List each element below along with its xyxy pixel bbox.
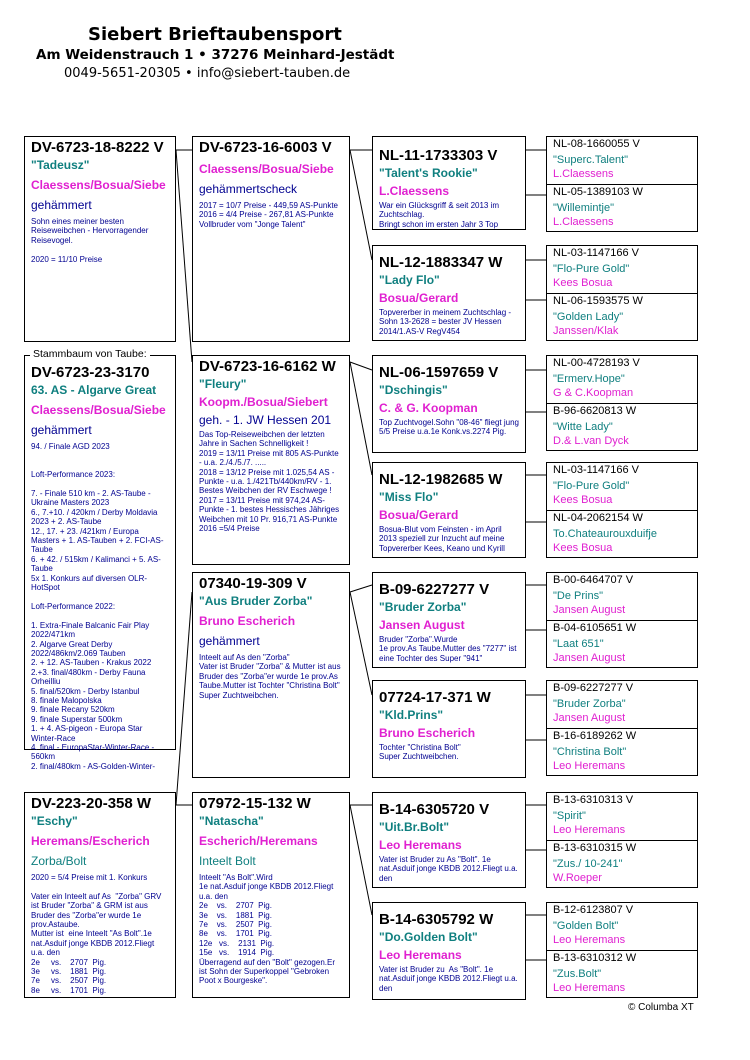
gen3-name: "Miss Flo" xyxy=(379,490,439,504)
gen3-name: "Talent's Rookie" xyxy=(379,166,478,180)
gen3-ring: NL-12-1982685 W xyxy=(379,471,503,488)
gen2-color: Inteelt Bolt xyxy=(199,854,256,868)
kennel-contact: 0049-5651-20305 • info@siebert-tauben.de xyxy=(64,66,351,81)
gen3-breeder: Jansen August xyxy=(379,618,465,632)
gen2-ring: 07972-15-132 W xyxy=(199,795,311,812)
father-color: gehämmert xyxy=(31,198,92,212)
gen4-ring: B-13-6310312 W xyxy=(553,952,637,964)
gen4-ring: B-96-6620813 W xyxy=(553,405,637,417)
gen3-breeder: Bosua/Gerard xyxy=(379,508,459,522)
gen4-ring: B-16-6189262 W xyxy=(553,730,637,742)
gen4-breeder: W.Roeper xyxy=(553,872,602,884)
mother-card[interactable] xyxy=(24,792,176,998)
gen3-card[interactable] xyxy=(372,245,526,341)
gen2-card[interactable] xyxy=(192,792,350,998)
gen4-ring: B-00-6464707 V xyxy=(553,574,634,586)
subject-card[interactable] xyxy=(24,355,176,771)
gen4-name: "Zus.Bolt" xyxy=(553,968,602,980)
gen3-name: "Dschingis" xyxy=(379,383,448,397)
gen3-breeder: C. & G. Koopman xyxy=(379,401,478,415)
gen4-name: "Flo-Pure Gold" xyxy=(553,480,630,492)
gen3-name: "Kld.Prins" xyxy=(379,708,444,722)
gen2-card[interactable] xyxy=(192,136,350,342)
gen4-breeder: Kees Bosua xyxy=(553,542,613,554)
gen4-breeder: Leo Heremans xyxy=(553,824,626,836)
gen3-name: "Bruder Zorba" xyxy=(379,600,467,614)
gen4-breeder: D.& L.van Dyck xyxy=(553,435,629,447)
gen2-color: geh. - 1. JW Hessen 201 xyxy=(199,413,332,427)
gen2-breeder: Claessens/Bosua/Siebe xyxy=(199,162,334,176)
gen3-notes: Vater ist Bruder zu As "Bolt". 1e nat.Asduif jonge KBDB 2012.Fliegt u.a. den xyxy=(379,855,520,883)
gen2-ring: DV-6723-16-6162 W xyxy=(199,358,336,375)
gen3-ring: B-14-6305792 W xyxy=(379,911,494,928)
gen2-ring: DV-6723-16-6003 V xyxy=(199,139,332,156)
gen3-name: "Do.Golden Bolt" xyxy=(379,930,478,944)
gen4-breeder: G & C.Koopman xyxy=(553,387,634,399)
gen4-name: "Bruder Zorba" xyxy=(553,698,626,710)
gen3-ring: 07724-17-371 W xyxy=(379,689,491,706)
gen4-name: "Superc.Talent" xyxy=(553,154,629,166)
gen2-name: "Natascha" xyxy=(199,814,264,828)
gen4-breeder: Kees Bosua xyxy=(553,277,613,289)
gen4-ring: B-04-6105651 W xyxy=(553,622,637,634)
gen3-card[interactable] xyxy=(372,680,526,778)
gen4-pair[interactable] xyxy=(546,245,698,341)
gen3-breeder: Leo Heremans xyxy=(379,948,462,962)
gen4-name: "Willemintje" xyxy=(553,202,614,214)
gen2-ring: 07340-19-309 V xyxy=(199,575,307,592)
subject-color: gehämmert xyxy=(31,423,92,437)
gen3-name: "Lady Flo" xyxy=(379,273,440,287)
gen3-card[interactable] xyxy=(372,902,526,1000)
gen4-name: "Witte Lady" xyxy=(553,421,613,433)
gen4-breeder: Jansen August xyxy=(553,652,626,664)
gen4-ring: NL-00-4728193 V xyxy=(553,357,640,369)
gen3-breeder: L.Claessens xyxy=(379,184,450,198)
subject-breeder: Claessens/Bosua/Siebe xyxy=(31,403,166,417)
gen4-pair[interactable] xyxy=(546,355,698,451)
gen4-name: "Christina Bolt" xyxy=(553,746,627,758)
father-breeder: Claessens/Bosua/Siebe xyxy=(31,178,166,192)
gen2-notes: Das Top-Reiseweibchen der letzten Jahre in Sachen Schnelligkeit ! 2019 = 13/11 Preise mit 805 AS-Punkte - u.a. 2./4./5./7. ..... 2018 = 13/12 Preise mit 1.025,54 AS -Punkte - u.a. 1./421Tb/440km/RV - 1. Bestes Weibchen der RV Eschwege ! 2017 = 13/11 Preise mit 974,24 AS-Punkte - 1. bestes Hessisches Jähriges Weibchen mit 10 Pr. 916,71 AS-Punkte 2016 =5/4 Preise xyxy=(199,430,340,534)
gen3-breeder: Leo Heremans xyxy=(379,838,462,852)
father-name: "Tadeusz" xyxy=(31,158,90,172)
gen3-notes: War ein Glücksgriff & seit 2013 im Zuchtschlag. Bringt schon im ersten Jahr 3 Top xyxy=(379,201,500,229)
mother-name: "Eschy" xyxy=(31,814,78,828)
stammbaum-label: Stammbaum von Taube: xyxy=(30,348,150,360)
gen4-ring: B-09-6227277 V xyxy=(553,682,634,694)
gen4-breeder: Leo Heremans xyxy=(553,760,626,772)
gen4-name: "Spirit" xyxy=(553,810,586,822)
gen3-ring: NL-12-1883347 W xyxy=(379,254,503,271)
gen4-pair[interactable] xyxy=(546,136,698,232)
gen3-notes: Vater ist Bruder zu As "Bolt". 1e nat.Asduif jonge KBDB 2012.Fliegt u.a. den xyxy=(379,965,520,993)
gen4-pair[interactable] xyxy=(546,680,698,776)
gen3-card[interactable] xyxy=(372,462,526,558)
gen2-card[interactable] xyxy=(192,572,350,778)
gen4-breeder: Jansen August xyxy=(553,604,626,616)
gen4-ring: B-13-6310315 W xyxy=(553,842,637,854)
gen4-name: To.Chateaurouxduifje xyxy=(553,528,657,540)
gen2-notes: 2017 = 10/7 Preise - 449,59 AS-Punkte 2016 = 4/4 Preise - 267,81 AS-Punkte Vollbruder vom "Jonge Talent" xyxy=(199,201,338,229)
mother-color: Zorba/Bolt xyxy=(31,854,87,868)
gen4-pair[interactable] xyxy=(546,572,698,668)
mother-ring: DV-223-20-358 W xyxy=(31,795,152,812)
mother-notes: 2020 = 5/4 Preise mit 1. Konkurs Vater ein Inteelt auf As "Zorba" GRV ist Bruder "Zorba" & GRM ist aus Bruder des "Zorba"er wurde 1e prov.Astaube. Mutter ist eine Inteelt "As Bolt".1e nat.Asduif jonge KBDB 2012.Fliegt u.a. den 2e vs. 2707 Pig. 3e vs. 1881 Pig. 7e vs. 2507 Pig. 8e vs. 1701 Pig. xyxy=(31,873,162,995)
gen4-breeder: Janssen/Klak xyxy=(553,325,619,337)
kennel-name: Siebert Brieftaubensport xyxy=(88,24,342,45)
gen4-ring: B-12-6123807 V xyxy=(553,904,634,916)
gen4-name: "Flo-Pure Gold" xyxy=(553,263,630,275)
gen4-name: "Golden Lady" xyxy=(553,311,624,323)
gen3-ring: B-09-6227277 V xyxy=(379,581,490,598)
gen2-color: gehämmertscheck xyxy=(199,182,298,196)
subject-notes: 94. / Finale AGD 2023 Loft-Performance 2023: 7. - Finale 510 km - 2. AS-Taube - Ukraine Masters 2023 6., 7.+10. / 420km / Derby Moldavia 2023 + 2. AS-Taube 12., 17. + 23. /421km / Europa Masters + 1. AS-Tauben + 2. FCI-AS-Taube 6. + 42. / 515km / Kalimanci + 5. AS-Taube 5x 1. Konkurs auf diversen OLR-HotSpot Loft-Performance 2022: 1. Extra-Finale Balcanic Fair Play 2022/471km 2. Algarve Great Derby 2022/486km/2.069 Tauben 2. + 12. AS-Tauben - Krakus 2022 2.+3. final/480km - Derby Fauna Orheilliu 5. final/520km - Derby Istanbul 8. finale Malopolska 9. finale Recany 520km 9. finale Superstar 500km 1. + 4. AS-pigeon - Europa Star Winter-Race 4. final - EuropaStar-Winter-Race - 560km 2. final/480km - AS-Golden-Winter- xyxy=(31,442,164,771)
subject-ring: DV-6723-23-3170 xyxy=(31,364,150,381)
gen4-name: "Golden Bolt" xyxy=(553,920,619,932)
father-card[interactable] xyxy=(24,136,176,342)
gen4-breeder: L.Claessens xyxy=(553,168,614,180)
gen4-ring: NL-03-1147166 V xyxy=(553,464,640,476)
gen3-notes: Top Zuchtvogel.Sohn "08-46" fliegt jung 5/5 Preise u.a.1e Konk.vs.2274 Pig. xyxy=(379,418,522,437)
gen4-ring: NL-05-1389103 W xyxy=(553,186,643,198)
gen2-name: "Fleury" xyxy=(199,377,247,391)
gen3-ring: B-14-6305720 V xyxy=(379,801,490,818)
gen3-notes: Topvererber in meinem Zuchtschlag - Sohn 13-2628 = bester JV Hessen 2014/1.AS-V RegV454 xyxy=(379,308,514,336)
gen4-ring: NL-04-2062154 W xyxy=(553,512,643,524)
gen3-notes: Bruder "Zorba".Wurde 1e prov.As Taube.Mutter des "7277" ist eine Tochter des Super "941" xyxy=(379,635,517,663)
gen4-pair[interactable] xyxy=(546,792,698,888)
kennel-address: Am Weidenstrauch 1 • 37276 Meinhard-Jestädt xyxy=(36,47,395,63)
gen3-card[interactable] xyxy=(372,792,526,888)
gen3-ring: NL-06-1597659 V xyxy=(379,364,499,381)
gen2-breeder: Bruno Escherich xyxy=(199,614,296,628)
gen4-name: "De Prins" xyxy=(553,590,603,602)
gen2-breeder: Koopm./Bosua/Siebert xyxy=(199,395,328,409)
gen4-breeder: L.Claessens xyxy=(553,216,614,228)
father-ring: DV-6723-18-8222 V xyxy=(31,139,164,156)
gen4-pair[interactable] xyxy=(546,462,698,558)
gen3-card[interactable] xyxy=(372,572,526,668)
gen4-ring: NL-03-1147166 V xyxy=(553,247,640,259)
gen2-color: gehämmert xyxy=(199,634,260,648)
gen3-name: "Uit.Br.Bolt" xyxy=(379,820,450,834)
gen3-breeder: Bosua/Gerard xyxy=(379,291,459,305)
gen4-pair[interactable] xyxy=(546,902,698,998)
subject-name: 63. AS - Algarve Great xyxy=(31,383,157,397)
footer-copyright: © Columba XT xyxy=(628,1002,694,1013)
gen2-notes: Inteelt auf As den "Zorba" Vater ist Bruder "Zorba" & Mutter ist aus Bruder des "Zorba"er wurde 1e prov.As Taube.Mutter ist Tochter "Christina Bolt" Super Zuchtweibchen. xyxy=(199,653,341,700)
gen2-card[interactable] xyxy=(192,355,350,565)
gen3-notes: Bosua-Blut vom Feinsten - im April 2013 speziell zur Inzucht auf meine Topvererber Kees, Keano und Kyrill xyxy=(379,525,507,553)
gen4-name: "Laat 651" xyxy=(553,638,604,650)
gen3-notes: Tochter "Christina Bolt" Super Zuchtweibchen. xyxy=(379,743,461,762)
gen4-ring: B-13-6310313 V xyxy=(553,794,634,806)
gen2-breeder: Escherich/Heremans xyxy=(199,834,318,848)
gen2-name: "Aus Bruder Zorba" xyxy=(199,594,313,608)
gen4-name: "Ermerv.Hope" xyxy=(553,373,625,385)
mother-breeder: Heremans/Escherich xyxy=(31,834,150,848)
gen3-card[interactable] xyxy=(372,355,526,453)
gen4-name: "Zus./ 10-241" xyxy=(553,858,623,870)
gen4-breeder: Leo Heremans xyxy=(553,934,626,946)
gen3-card[interactable] xyxy=(372,136,526,230)
gen4-ring: NL-08-1660055 V xyxy=(553,138,640,150)
gen2-notes: Inteelt "As Bolt".Wird 1e nat.Asduif jonge KBDB 2012.Fliegt u.a. den 2e vs. 2707 Pig. 3e vs. 1881 Pig. 7e vs. 2507 Pig. 8e vs. 1701 Pig. 12e vs. 2131 Pig. 15e vs. 1914 Pig. Überragend auf den "Bolt" gezogen.Er ist Sohn der Superkoppel "Gebroken Poot x Bourgeske". xyxy=(199,873,335,986)
gen4-ring: NL-06-1593575 W xyxy=(553,295,643,307)
gen4-breeder: Leo Heremans xyxy=(553,982,626,994)
gen4-breeder: Kees Bosua xyxy=(553,494,613,506)
gen4-breeder: Jansen August xyxy=(553,712,626,724)
father-notes: Sohn eines meiner besten Reiseweibchen - Hervorragender Reisevogel. 2020 = 11/10 Preise xyxy=(31,217,149,264)
gen3-ring: NL-11-1733303 V xyxy=(379,147,498,164)
gen3-breeder: Bruno Escherich xyxy=(379,726,476,740)
